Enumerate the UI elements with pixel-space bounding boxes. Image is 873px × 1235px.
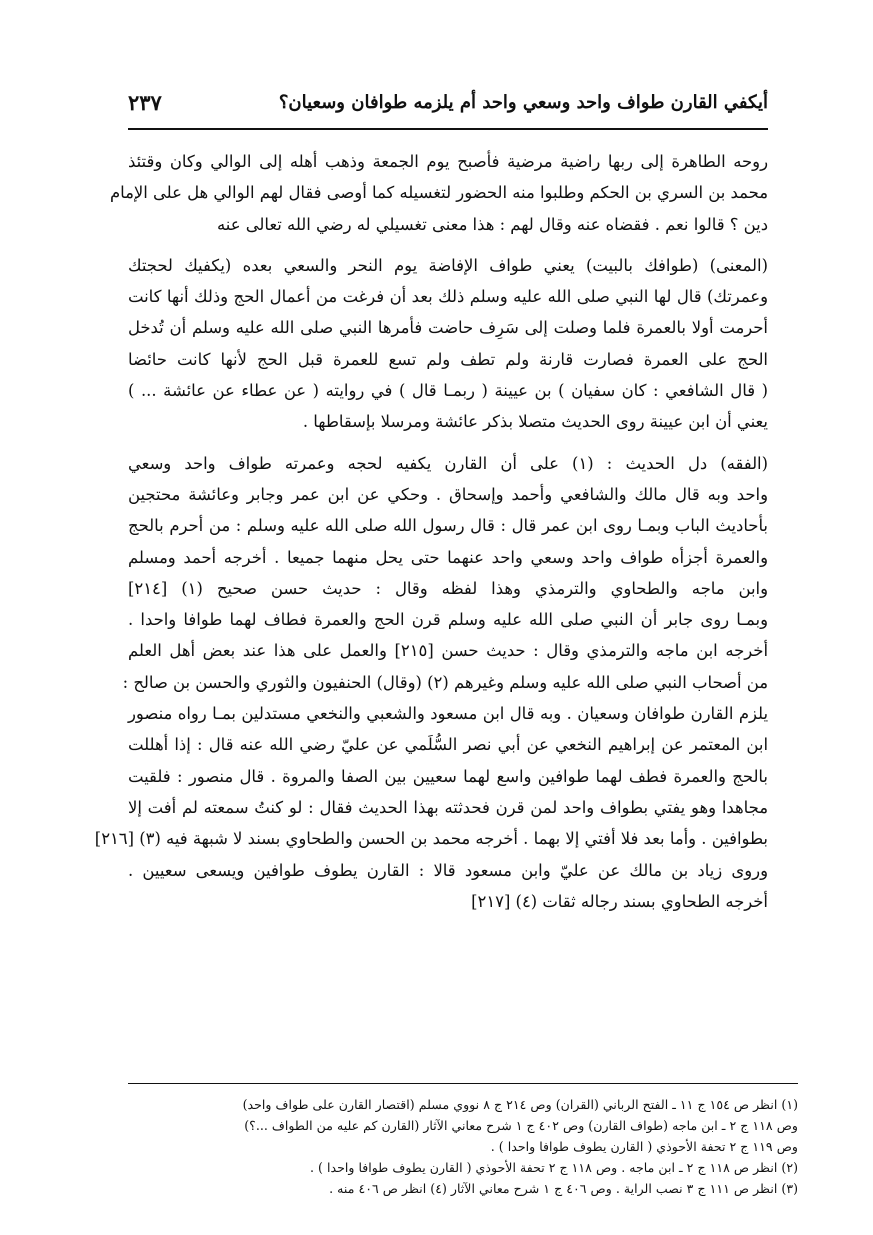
text-line: أخرجه ابن ماجه والترمذي وقال : حديث حسن [٢١٥] والعمل على هذا عند بعض أهل العلم bbox=[128, 641, 768, 661]
text-line: مجاهدا وهو يفتي بطواف واحد لمن قرن فحدثته بهذا الحديث فقال : لو كنتُ سمعته لم أفت إلا bbox=[128, 797, 768, 817]
footnote-line: وص ١١٩ ج ٢ تحفة الأحوذي ( القارن يطوف طوافا واحدا ) . bbox=[490, 1139, 798, 1154]
paragraph-gap bbox=[128, 438, 768, 448]
text-line: (الفقه) دل الحديث : (١) على أن القارن يكفيه لحجه وعمرته طواف واحد وسعي bbox=[128, 453, 769, 473]
text-line: بالحج والعمرة فطف لهما طوافين واسع لهما سعيين بين الصفا والمروة . قال منصور : فلقيت bbox=[128, 766, 768, 786]
text-line: روحه الطاهرة إلى ربها راضية مرضية فأصبح يوم الجمعة وذهب أهله إلى الوالي وكان وقتئذ bbox=[128, 152, 768, 171]
text-line: دين ؟ قالوا نعم . فقضاه عنه وقال لهم : هذا معنى تغسيلي له رضي الله تعالى عنه bbox=[217, 214, 768, 234]
page-number: ٢٣٧ bbox=[128, 90, 162, 115]
text-line: الحج على العمرة فصارت قارنة ولم تطف ولم تسع للعمرة قبل الحج لأنها كانت حائضا bbox=[128, 349, 768, 369]
footnote-line: (١) انظر ص ١٥٤ ج ١١ ـ الفتح الرباني (القران) وص ٢١٤ ج ٨ نووي مسلم (اقتصار القارن على طواف واحد) bbox=[242, 1097, 798, 1112]
footnotes bbox=[128, 1094, 798, 1199]
running-title: أيكفي القارن طواف واحد وسعي واحد أم يلزمه طوافان وسعيان؟ bbox=[278, 92, 768, 113]
footnote-line: (٣) انظر ص ١١١ ج ٣ نصب الراية . وص ٤٠٦ ج ١ شرح معاني الآثار (٤) انظر ص ٤٠٦ منه . bbox=[329, 1181, 798, 1196]
main-text bbox=[94, 146, 769, 917]
text-line: من أصحاب النبي صلى الله عليه وسلم وغيرهم (٢) (وقال) الحنفيون والثوري والحسن بن صالح : bbox=[122, 672, 768, 692]
text-line: وعمرتك) قال لها النبي صلى الله عليه وسلم ذلك بعد أن فرغت من أعمال الحج وذلك أنها كانت bbox=[128, 287, 768, 307]
header-rule bbox=[128, 128, 768, 130]
text-line: وبمـا روى جابر أن النبي صلى الله عليه وسلم قرن الحج والعمرة فطاف لهما طوافا واحدا . bbox=[128, 610, 768, 630]
footnote-rule bbox=[128, 1083, 798, 1084]
text-line: أحرمت أولا بالعمرة فلما وصلت إلى سَرِف حاضت فأمرها النبي صلى الله عليه وسلم أن تُدخل bbox=[128, 318, 768, 338]
running-header bbox=[128, 88, 768, 124]
text-line: (المعنى) (طوافك بالبيت) يعني طواف الإفاضة يوم النحر والسعي بعده (يكفيك لحجتك bbox=[128, 255, 768, 275]
text-line: واحد وبه قال مالك والشافعي وأحمد وإسحاق . وحكي عن ابن عمر وجابر وعائشة محتجين bbox=[128, 484, 768, 504]
text-line: وابن ماجه والطحاوي والترمذي وهذا لفظه وقال : حديث حسن صحيح (١) [٢١٤] bbox=[128, 578, 769, 598]
footnote-line: (٢) انظر ص ١١٨ ج ٢ ـ ابن ماجه . وص ١١٨ ج ٢ تحفة الأحوذي ( القارن يطوف طوافا واحدا ) . bbox=[310, 1160, 798, 1175]
text-line: أخرجه الطحاوي بسند رجاله ثقات (٤) [٢١٧] bbox=[471, 891, 768, 911]
text-line: ( قال الشافعي : كان سفيان ) بن عيينة ( ربمـا قال ) في روايته ( عن عطاء عن عائشة ... ) bbox=[128, 381, 768, 401]
text-line: ابن المعتمر عن إبراهيم النخعي عن أبي نصر السُّلَمي عن عليّ رضي الله عنه قال : إذا أهللت bbox=[128, 735, 768, 755]
text-line: بطوافين . وأما بعد فلا أفتي إلا بهما . أخرجه محمد بن الحسن والطحاوي بسند لا شبهة فيه (٣) [٢١٦] bbox=[94, 829, 768, 849]
text-line: يلزم القارن طوافان وسعيان . وبه قال ابن مسعود والشعبي والنخعي مستدلين بمـا رواه منصور bbox=[128, 704, 768, 724]
text-line: والعمرة أجزأه طواف واحد وسعي واحد عنهما حتى يحل منهما جميعا . أخرجه أحمد ومسلم bbox=[128, 547, 768, 567]
text-line: وروى زياد بن مالك عن عليّ وابن مسعود قالا : القارن يطوف طوافين ويسعى سعيين . bbox=[128, 860, 768, 880]
paragraph-gap bbox=[128, 240, 768, 250]
text-line: بأحاديث الباب وبمـا روى ابن عمر قال : قال رسول الله صلى الله عليه وسلم : من أحرم بالحج bbox=[128, 516, 768, 536]
text-line: محمد بن السري بن الحكم وطلبوا منه الحضور لتغسيله كما أوصى فقال لهم الوالي هل على الإمام bbox=[109, 183, 768, 203]
footnote-line: وص ١١٨ ج ٢ ـ ابن ماجه (طواف القارن) وص ٤٠٢ ج ١ شرح معاني الآثار (القارن كم عليه من الطواف ...؟) bbox=[244, 1118, 798, 1133]
text-line: يعني أن ابن عيينة روى الحديث متصلا بذكر عائشة ومرسلا بإسقاطها . bbox=[302, 412, 768, 432]
